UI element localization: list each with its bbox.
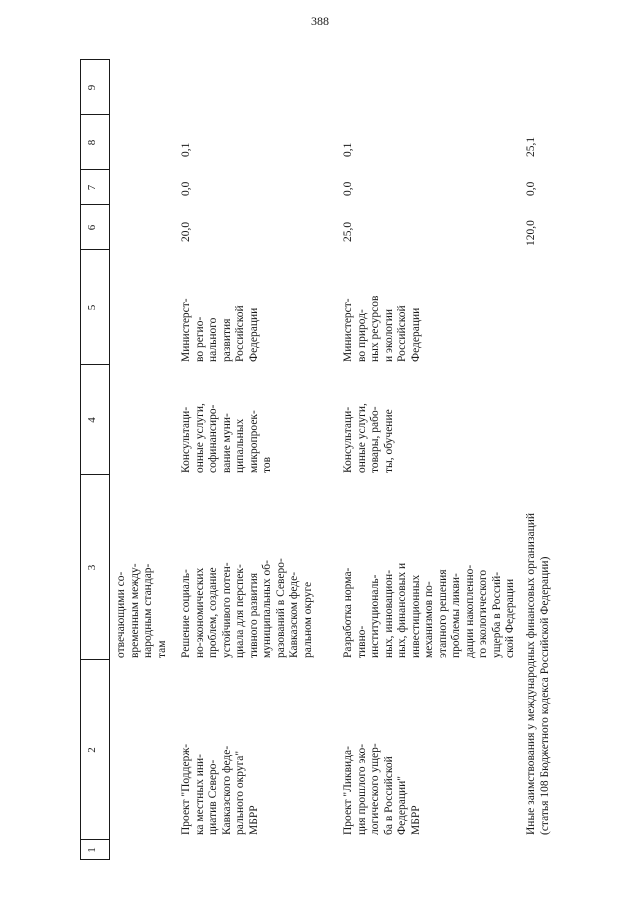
header-col-5: 5: [86, 304, 98, 311]
continuation-col3: отвечающими со- временным между- народным стандар- там: [115, 563, 168, 658]
summary-col7: 0,0: [525, 181, 537, 196]
row2-ministry: Министерст- во природ- ных ресурсов и экологии Российской Федерации: [342, 295, 422, 362]
header-col-4: 4: [86, 417, 98, 423]
row1-ministry: Министерст- во регио- нального развития Российской Федерации: [180, 298, 260, 362]
rotated-table: [80, 40, 600, 860]
row2-col8: 0,1: [342, 142, 354, 157]
header-col-7: 7: [86, 184, 98, 191]
header-col-1: 1: [86, 847, 98, 853]
summary-col8: 25,1: [525, 136, 537, 157]
row1-project: Проект "Поддерж- ка местных ини- циатив Северо- Кавказского феде- рального округа" МБРР: [180, 743, 260, 835]
row2-col7: 0,0: [342, 181, 354, 196]
row2-project: Проект "Ликвида- ция прошлого эко- логического ущер- ба в Российской Федерации" МБРР: [342, 743, 422, 835]
header-col-9: 9: [86, 84, 98, 91]
header-bottom-border: [109, 60, 110, 860]
summary-col6: 120,0: [525, 220, 537, 246]
header-col-6: 6: [86, 224, 98, 231]
row1-usage: Консультаци- онные услуги, софинансиро- вание муни- ципальных микропроек- тов: [180, 403, 273, 473]
header-col-3: 3: [86, 564, 98, 571]
row1-col7: 0,0: [180, 181, 192, 196]
summary-label: Иные заимствования у международных финансовых организаций (статья 108 Бюджетного кодекса Российской Федерации): [525, 512, 551, 835]
row2-usage: Консультаци- онные услуги, товары, рабо- ты, обучение: [342, 403, 395, 473]
header-top-border: [80, 60, 81, 860]
page-number: 388: [311, 14, 329, 28]
row1-col6: 20,0: [180, 221, 192, 242]
header-col-2: 2: [86, 747, 98, 753]
row1-goal: Решение социаль- но-экономических проблем, создание устойчивого потен- циала для перспек- тивного развития муниципальных об- разований в Северо- Кавказском феде- ральном округе: [180, 558, 314, 658]
row2-col6: 25,0: [342, 221, 354, 242]
row2-goal: Разработка норма- тивно- институциональ- ных, инновацион- ных, финансовых и инвестиционных механизмов по- этапного решения проблемы ликви- дации накопленно- го экологического ущерба в Россий- ской Федерации: [342, 562, 516, 658]
header-col-8: 8: [86, 139, 98, 146]
row1-col8: 0,1: [180, 142, 192, 157]
